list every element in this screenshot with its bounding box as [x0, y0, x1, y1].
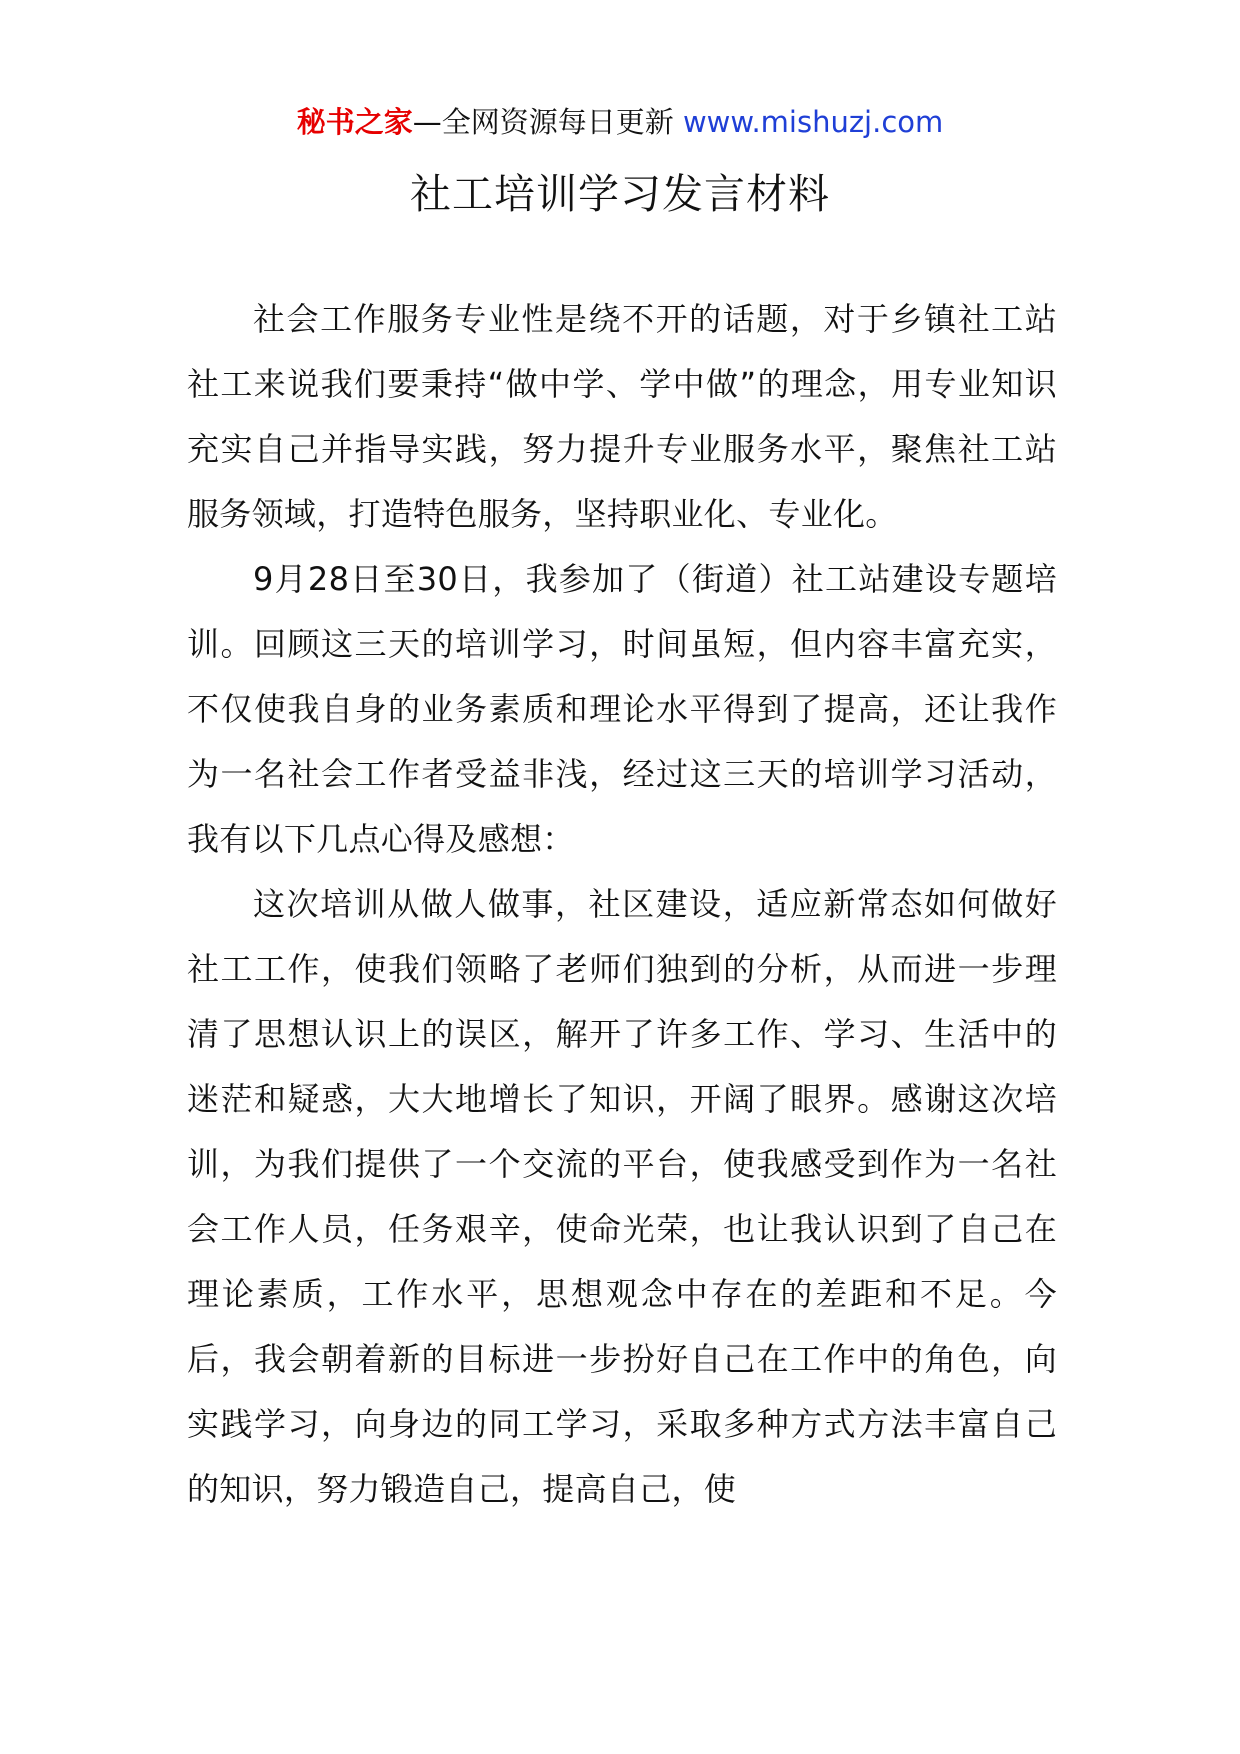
brand-name: 秘书之家: [296, 105, 413, 139]
document-body: [187, 287, 1057, 1522]
header-tagline: —全网资源每日更新: [412, 105, 683, 139]
paragraph-training-dates: 9月28日至30日，我参加了（街道）社工站建设专题培训。回顾这三天的培训学习，时间虽短，但内容丰富充实，不仅使我自身的业务素质和理论水平得到了提高，还让我作为一名社会工作者受益非浅，经过这三天的培训学习活动，我有以下几点心得及感想：: [187, 560, 1057, 858]
paragraph-intro: 社会工作服务专业性是绕不开的话题，对于乡镇社工站社工来说我们要秉持“做中学、学中做”的理念，用专业知识充实自己并指导实践，努力提升专业服务水平，聚焦社工站服务领域，打造特色服务，坚持职业化、专业化。: [187, 300, 1057, 533]
site-header: [0, 102, 1240, 142]
document-title: 社工培训学习发言材料: [410, 170, 830, 218]
paragraph-reflections: 这次培训从做人做事，社区建设，适应新常态如何做好社工工作，使我们领略了老师们独到的分析，从而进一步理清了思想认识上的误区，解开了许多工作、学习、生活中的迷茫和疑惑，大大地增长了知识，开阔了眼界。感谢这次培训，为我们提供了一个交流的平台，使我感受到作为一名社会工作人员，任务艰辛，使命光荣，也让我认识到了自己在理论素质，工作水平，思想观念中存在的差距和不足。今后，我会朝着新的目标进一步扮好自己在工作中的角色，向实践学习，向身边的同工学习，采取多种方式方法丰富自己的知识，努力锻造自己，提高自己，使: [187, 885, 1057, 1508]
site-url-link[interactable]: www.mishuzj.com: [682, 105, 944, 139]
